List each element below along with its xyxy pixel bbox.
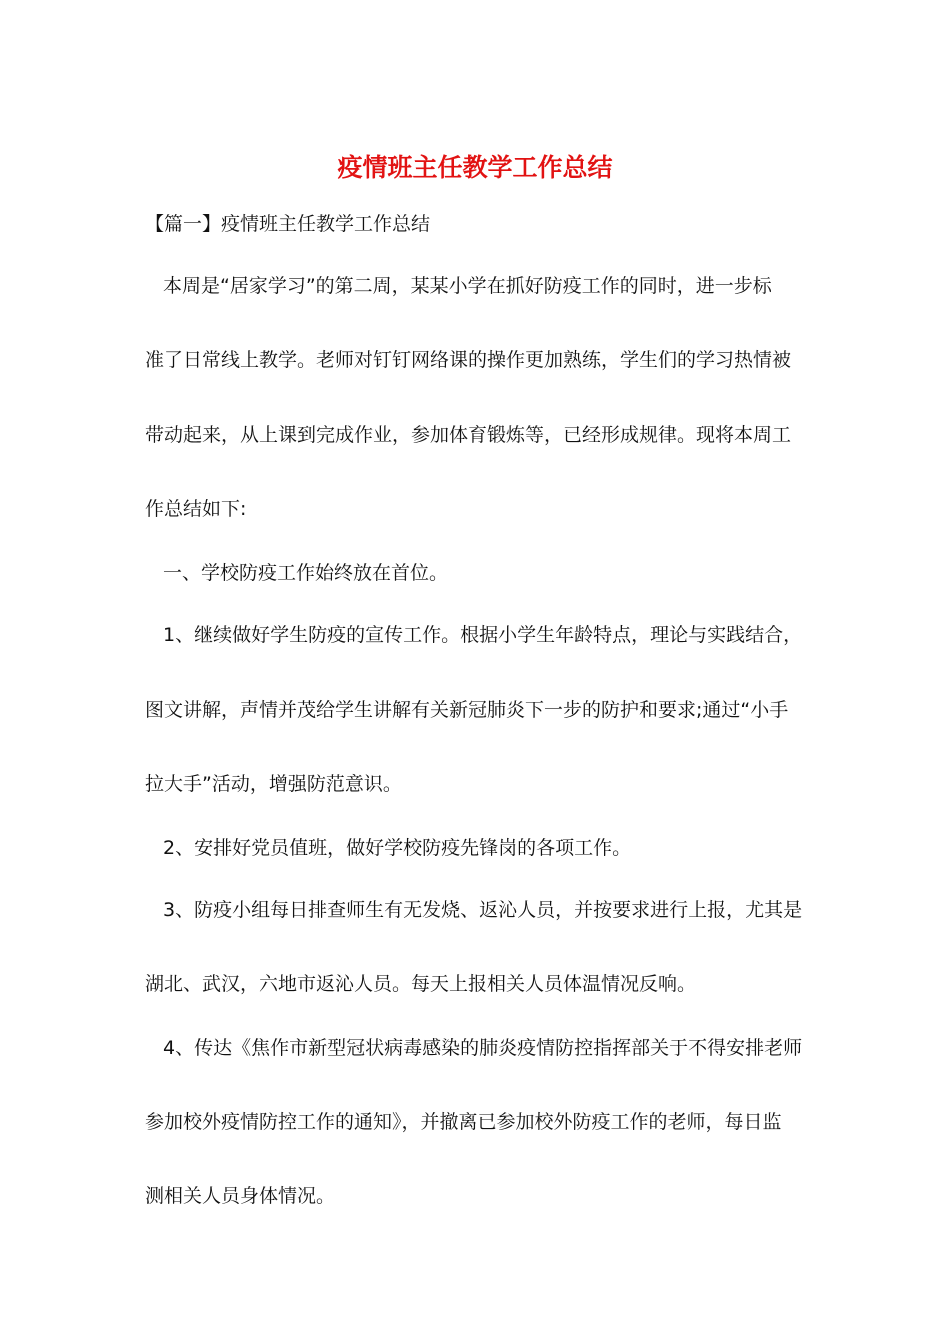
paragraph-line: 作总结如下: <box>145 498 247 520</box>
list-item-line: 3、防疫小组每日排查师生有无发烧、返沁人员，并按要求进行上报，尤其是 <box>163 899 803 921</box>
list-item-line: 1、继续做好学生防疫的宣传工作。根据小学生年龄特点，理论与实践结合， <box>163 624 803 646</box>
paragraph-line: 本周是“居家学习”的第二周，某某小学在抓好防疫工作的同时，进一步标 <box>163 275 772 297</box>
list-item-line: 湖北、武汉，六地市返沁人员。每天上报相关人员体温情况反响。 <box>145 973 697 995</box>
list-item-line: 2、安排好党员值班，做好学校防疫先锋岗的各项工作。 <box>163 837 632 859</box>
section-heading: 【篇一】疫情班主任教学工作总结 <box>145 213 431 235</box>
document-title: 疫情班主任教学工作总结 <box>337 153 613 182</box>
subheading-line: 一、学校防疫工作始终放在首位。 <box>163 562 449 584</box>
list-item-line: 测相关人员身体情况。 <box>145 1185 336 1207</box>
list-item-line: 4、传达《焦作市新型冠状病毒感染的肺炎疫情防控指挥部关于不得安排老师 <box>163 1037 803 1059</box>
paragraph-line: 带动起来，从上课到完成作业，参加体育锻炼等，已经形成规律。现将本周工 <box>145 424 792 446</box>
list-item-line: 拉大手”活动，增强防范意识。 <box>145 773 402 795</box>
paragraph-line: 准了日常线上教学。老师对钉钉网络课的操作更加熟练，学生们的学习热情被 <box>145 349 792 371</box>
list-item-line: 参加校外疫情防控工作的通知》，并撤离已参加校外防疫工作的老师，每日监 <box>145 1111 782 1133</box>
list-item-line: 图文讲解，声情并茂给学生讲解有关新冠肺炎下一步的防护和要求;通过“小手 <box>145 699 789 721</box>
